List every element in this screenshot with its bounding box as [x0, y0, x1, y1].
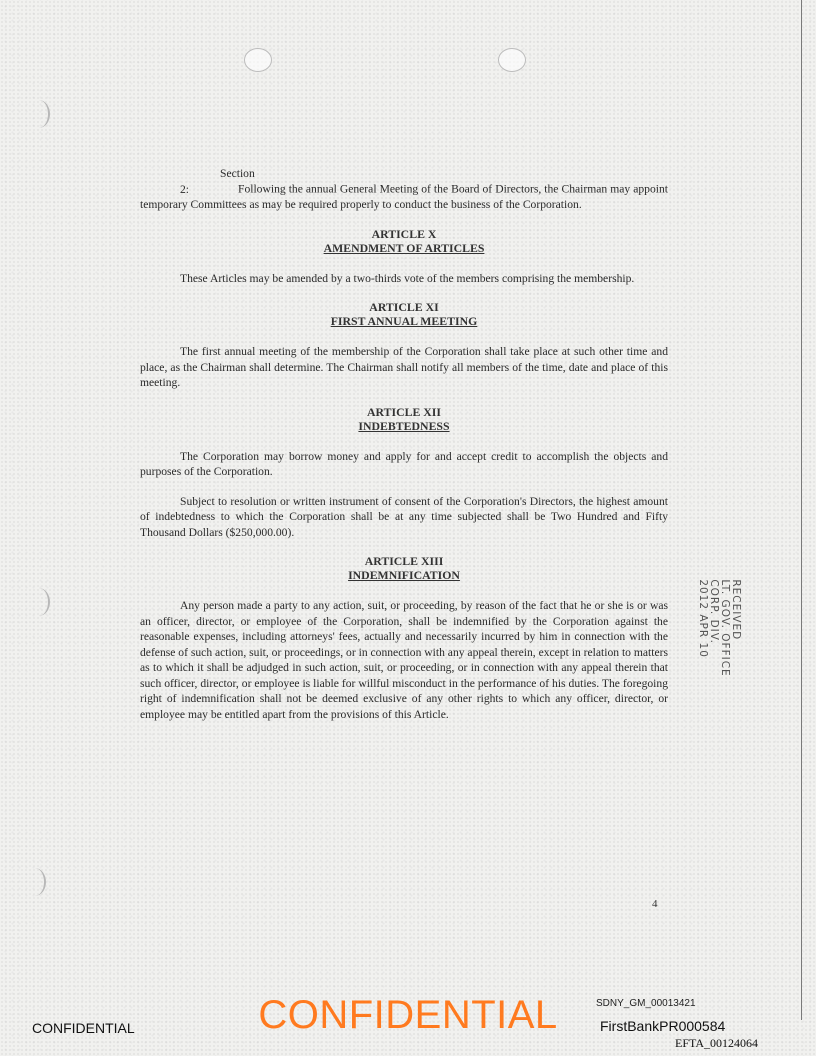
article-title: INDEBTEDNESS [358, 418, 450, 433]
stamp-line: LT. GOV. OFFICE [719, 579, 731, 677]
article-number: ARTICLE X [371, 226, 437, 241]
punch-hole-right-icon [498, 48, 526, 72]
received-stamp [697, 538, 742, 718]
article-number: ARTICLE XIII [364, 554, 444, 568]
article-heading [140, 227, 668, 255]
article-title: AMENDMENT OF ARTICLES [323, 240, 485, 255]
article-heading [140, 300, 668, 328]
section-label: Section 2: [180, 167, 255, 196]
bates-number: FirstBankPR000584 [600, 1018, 726, 1034]
confidential-label: CONFIDENTIAL [32, 1020, 135, 1036]
article-paragraph: Any person made a party to any action, suit, or proceeding, by reason of the fact that he or she is or was an officer, director, or employee of the Corporation, shall be indemnified by the Corporation against the reasonable expenses, including attorneys' fees, actually and necessarily incurred by him in connection with the defense of such action, suit, or proceedings, or in connection with any appeal therein, except in relation to matters as to which it shall be adjudged in such action, suit, or proceeding, or in connection with any appeal therein that such officer, director, or employee is liable for willful misconduct in the performance of his duties. The foregoing right of indemnification shall not be deemed exclusive of any other rights to which any officer, director, or employee may be entitled apart from the provisions of this Article. [140, 599, 668, 721]
section-text: Following the annual General Meeting of the Board of Directors, the Chairman may appoint temporary Committees as may be required properly to conduct the business of the Corporation. [140, 182, 668, 211]
sdny-document-id: SDNY_GM_00013421 [596, 998, 696, 1009]
article-heading [140, 405, 668, 433]
document-body [140, 166, 668, 736]
stamp-line: RECEIVED [730, 579, 742, 641]
article-heading [140, 554, 668, 582]
margin-mark-icon [24, 868, 46, 896]
confidential-watermark: CONFIDENTIAL [258, 993, 558, 1037]
article-paragraph: Subject to resolution or written instrument of consent of the Corporation's Directors, the highest amount of indebtedness to which the Corporation shall be at any time subjected shall be Two Hundred and Fifty Thousand Dollars ($250,000.00). [140, 494, 668, 539]
margin-mark-icon [28, 100, 50, 128]
article-number: ARTICLE XII [367, 404, 441, 419]
margin-mark-icon [28, 588, 50, 616]
article-number: ARTICLE XI [369, 300, 439, 314]
article-title: FIRST ANNUAL MEETING [330, 314, 478, 328]
article-paragraph: The first annual meeting of the membership of the Corporation shall take place at such other time and place, as the Chairman shall determine. The Chairman shall notify all members of the time, date and place of this meeting. [140, 345, 668, 389]
efta-number: EFTA_00124064 [675, 1036, 759, 1050]
article-title: INDEMNIFICATION [348, 568, 460, 582]
punch-hole-left-icon [244, 48, 272, 72]
stamp-line: CORP. DIV. [708, 579, 720, 644]
section-2-paragraph [140, 166, 668, 213]
page-edge-line [801, 0, 802, 1020]
article-paragraph: These Articles may be amended by a two-thirds vote of the members comprising the membership. [180, 271, 635, 285]
stamp-line: 2012 APR 10 [697, 579, 709, 658]
article-paragraph: The Corporation may borrow money and apply for and accept credit to accomplish the objects and purposes of the Corporation. [140, 449, 668, 478]
stamp-text [697, 579, 741, 676]
page-number: 4 [652, 898, 658, 910]
